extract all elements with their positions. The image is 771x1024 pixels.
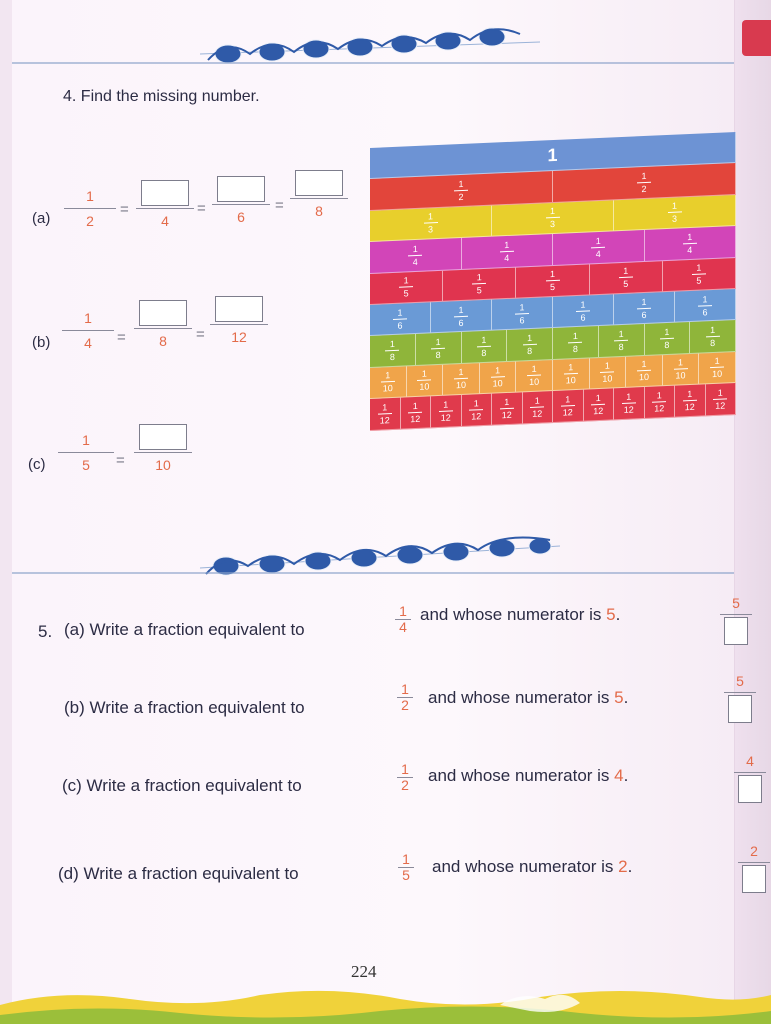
cell-numerator: 1	[385, 370, 391, 381]
answer-box[interactable]	[217, 176, 265, 202]
cell-denominator: 12	[593, 405, 604, 417]
part-b-label: (b)	[32, 334, 51, 351]
q5a-answer: 5	[720, 594, 752, 645]
cell-numerator: 1	[664, 326, 670, 338]
cell-numerator: 1	[397, 307, 403, 318]
fraction-wall-cell	[462, 234, 554, 268]
cell-denominator: 10	[565, 375, 576, 386]
cell-numerator: 1	[572, 330, 578, 342]
cell-numerator: 1	[458, 304, 464, 315]
cell-numerator: 1	[641, 296, 647, 307]
fraction-wall-cell	[516, 360, 553, 392]
q5c-text: (c) Write a fraction equivalent to	[62, 776, 302, 795]
cell-denominator: 8	[527, 345, 533, 357]
fraction-wall	[370, 132, 736, 482]
cell-numerator: 1	[550, 269, 556, 280]
cell-numerator: 1	[687, 388, 693, 399]
cell-numerator: 1	[595, 235, 601, 247]
equals-sign: =	[117, 329, 126, 346]
fraction-b-blank-1: 8	[134, 300, 192, 351]
cell-denominator: 5	[623, 278, 629, 290]
fraction-wall-cell	[401, 396, 432, 428]
cell-denominator: 3	[427, 224, 433, 235]
fraction-wall-cell	[675, 289, 736, 322]
cell-denominator: 8	[618, 341, 624, 353]
whole-cell: 1	[370, 132, 736, 178]
cell-denominator: 10	[638, 372, 649, 383]
fraction-wall-cell	[523, 391, 554, 423]
fraction-wall-cell	[480, 361, 517, 393]
cell-numerator: 1	[476, 272, 482, 283]
footer-decoration	[0, 985, 771, 1024]
cell-numerator: 1	[678, 357, 684, 368]
fraction-wall-cell	[626, 355, 663, 387]
fraction-wall-cell	[590, 357, 627, 389]
cell-denominator: 2	[458, 191, 464, 203]
q5c-tail: and whose numerator is 4.	[428, 766, 629, 785]
cell-numerator: 1	[714, 356, 720, 367]
cell-denominator: 12	[684, 401, 695, 413]
cell-denominator: 4	[504, 252, 510, 263]
cell-denominator: 6	[641, 309, 647, 320]
fraction-a-blank-2: 6	[212, 176, 270, 227]
cell-denominator: 8	[481, 347, 487, 359]
divider-top	[12, 62, 734, 64]
cell-denominator: 8	[435, 349, 441, 361]
cell-numerator: 1	[717, 387, 723, 398]
fraction-wall-cell	[553, 294, 614, 327]
fraction-wall-cell	[492, 392, 523, 424]
q5b-tail: and whose numerator is 5.	[428, 688, 629, 707]
fraction-wall-cell	[416, 332, 462, 364]
cell-denominator: 5	[696, 275, 702, 286]
fraction-wall-cell	[516, 264, 589, 298]
fraction-wall-cell	[690, 320, 736, 352]
fraction-wall-cell	[370, 334, 416, 366]
cell-denominator: 12	[440, 412, 451, 423]
cell-numerator: 1	[473, 398, 479, 409]
answer-box[interactable]	[295, 170, 343, 196]
cell-denominator: 10	[455, 380, 466, 391]
cell-numerator: 1	[641, 359, 647, 370]
cell-numerator: 1	[421, 368, 427, 380]
fraction-b-blank-2: 12	[210, 296, 268, 347]
equals-sign: =	[116, 452, 125, 469]
cell-numerator: 1	[604, 360, 610, 372]
cell-numerator: 1	[618, 328, 624, 340]
q5c-answer: 4	[734, 752, 766, 803]
cell-denominator: 12	[410, 413, 421, 425]
answer-box[interactable]	[742, 865, 766, 893]
cell-numerator: 1	[504, 239, 510, 250]
q5b-answer: 5	[724, 672, 756, 723]
equals-sign: =	[197, 200, 206, 217]
fraction-wall-cell	[431, 300, 492, 333]
cell-numerator: 1	[382, 402, 388, 413]
cell-denominator: 12	[562, 406, 573, 418]
fraction-wall-cell	[370, 302, 431, 335]
cell-denominator: 8	[664, 339, 670, 351]
cell-numerator: 1	[435, 336, 441, 348]
cell-denominator: 10	[419, 381, 430, 393]
q5d-tail: and whose numerator is 2.	[432, 857, 633, 876]
cell-denominator: 4	[595, 248, 601, 260]
answer-box[interactable]	[139, 300, 187, 326]
cell-denominator: 12	[379, 414, 390, 426]
cell-denominator: 10	[529, 377, 540, 388]
page-number: 224	[351, 962, 377, 981]
cell-denominator: 10	[602, 373, 613, 385]
cell-denominator: 6	[397, 320, 403, 331]
cell-numerator: 1	[504, 396, 510, 407]
cell-denominator: 12	[501, 409, 512, 421]
fraction-a-blank-3: 8	[290, 170, 348, 221]
cell-denominator: 8	[710, 337, 716, 349]
cell-numerator: 1	[403, 275, 409, 286]
fraction-wall-cell	[492, 297, 553, 330]
cell-denominator: 5	[403, 288, 409, 299]
cell-denominator: 8	[572, 343, 578, 355]
fraction-wall-cell	[370, 238, 462, 272]
cell-denominator: 12	[715, 400, 726, 411]
q5b-text: (b) Write a fraction equivalent to	[64, 698, 305, 717]
cell-denominator: 10	[492, 378, 503, 390]
cell-numerator: 1	[549, 206, 555, 217]
fraction-wall-cell	[699, 352, 736, 384]
fraction-wall-cell	[553, 390, 584, 422]
fraction-wall-cell	[614, 195, 736, 231]
divider-middle	[12, 572, 734, 574]
q5d-answer: 2	[738, 842, 770, 893]
fraction-a-blank-1: 4	[136, 180, 194, 231]
fraction-wall-cell	[584, 388, 615, 420]
fraction-wall-cell	[492, 200, 614, 236]
fraction-wall-cell	[370, 205, 492, 241]
answer-box[interactable]	[728, 695, 752, 723]
cell-denominator: 3	[549, 219, 555, 230]
cell-numerator: 1	[443, 399, 449, 410]
fraction-wall-cell	[370, 366, 407, 398]
cell-numerator: 1	[595, 392, 601, 403]
cell-denominator: 6	[458, 317, 464, 328]
cell-numerator: 1	[389, 338, 395, 350]
fraction-wall-cell	[614, 387, 645, 419]
fraction-c-given: 1 5	[58, 430, 114, 475]
cell-denominator: 5	[476, 285, 482, 296]
fraction-wall-cell	[431, 395, 462, 427]
fraction-wall-cell	[443, 267, 516, 301]
q5d-text: (d) Write a fraction equivalent to	[58, 864, 299, 883]
fraction-wall-cell	[663, 353, 700, 385]
cell-numerator: 1	[531, 364, 537, 375]
fraction-wall-cell	[645, 386, 676, 418]
fraction-a-given: 1 2	[64, 186, 116, 231]
fraction-wall-cell	[370, 270, 443, 304]
cell-numerator: 1	[495, 365, 501, 376]
q5a-text: (a) Write a fraction equivalent to	[64, 620, 305, 639]
cell-numerator: 1	[565, 394, 571, 405]
fraction-wall-cell	[553, 230, 645, 264]
cell-denominator: 10	[382, 383, 393, 394]
bead-ornament-top	[200, 12, 540, 68]
fraction-wall-cell	[706, 383, 737, 415]
fraction-wall-cell	[590, 261, 663, 295]
cell-numerator: 1	[623, 265, 629, 277]
fraction-wall-cell	[645, 226, 737, 260]
cell-numerator: 1	[427, 211, 433, 222]
cell-denominator: 2	[641, 184, 647, 195]
q5a-tail: and whose numerator is 5.	[420, 605, 621, 624]
fraction-wall-cell	[462, 330, 508, 362]
q5a-fraction: 1 4	[395, 604, 411, 635]
part-a-label: (a)	[32, 210, 51, 227]
cell-denominator: 10	[712, 369, 723, 380]
fraction-wall-cell	[553, 326, 599, 358]
answer-box[interactable]	[141, 180, 189, 206]
cell-denominator: 6	[702, 306, 708, 318]
equals-sign: =	[120, 201, 129, 218]
fraction-wall-cell	[443, 363, 480, 395]
cell-denominator: 4	[687, 244, 693, 256]
cell-denominator: 6	[580, 312, 586, 323]
cell-numerator: 1	[568, 362, 574, 373]
fraction-wall-cell	[407, 365, 444, 397]
answer-box[interactable]	[724, 617, 748, 645]
cell-numerator: 1	[687, 231, 693, 243]
cell-denominator: 12	[623, 404, 634, 415]
cell-numerator: 1	[626, 391, 632, 402]
fraction-wall-cell	[663, 258, 736, 292]
fraction-wall-cell	[675, 384, 706, 416]
cell-numerator: 1	[710, 324, 716, 336]
answer-box[interactable]	[215, 296, 263, 322]
cell-numerator: 1	[656, 390, 662, 401]
fraction-wall-cell	[614, 292, 675, 325]
fraction-wall-cell	[370, 398, 401, 430]
cell-numerator: 1	[412, 243, 418, 254]
cell-denominator: 12	[471, 410, 482, 422]
q5d-fraction: 1 5	[398, 852, 414, 883]
cell-numerator: 1	[458, 367, 464, 378]
cell-numerator: 1	[481, 334, 487, 346]
cell-denominator: 5	[550, 282, 556, 293]
cell-denominator: 4	[412, 256, 418, 267]
cell-denominator: 6	[519, 314, 525, 326]
cell-numerator: 1	[702, 293, 708, 305]
fraction-wall-cell	[507, 328, 553, 360]
cell-numerator: 1	[519, 301, 525, 313]
cell-denominator: 12	[654, 402, 665, 414]
answer-box[interactable]	[738, 775, 762, 803]
fraction-wall-cell	[599, 324, 645, 356]
cell-numerator: 1	[458, 178, 464, 190]
cell-numerator: 1	[412, 400, 418, 411]
fraction-wall-cell	[645, 322, 691, 354]
part-c-label: (c)	[28, 456, 46, 473]
cell-denominator: 3	[671, 214, 677, 225]
fraction-wall-cell	[553, 358, 590, 390]
fraction-b-given: 1 4	[62, 308, 114, 353]
cell-numerator: 1	[696, 262, 702, 273]
fraction-c-blank-1: 10	[134, 424, 192, 475]
cell-numerator: 1	[641, 171, 647, 182]
cell-numerator: 1	[534, 395, 540, 406]
fraction-wall-cell	[462, 394, 493, 426]
equals-sign: =	[275, 197, 284, 214]
q5b-fraction: 1 2	[397, 682, 413, 713]
question-5-number: 5.	[38, 622, 53, 641]
cell-numerator: 1	[580, 299, 586, 310]
answer-box[interactable]	[139, 424, 187, 450]
cell-numerator: 1	[671, 201, 677, 212]
cell-denominator: 8	[389, 351, 395, 363]
question-4-title: 4. Find the missing number.	[63, 88, 260, 105]
equals-sign: =	[196, 326, 205, 343]
q5c-fraction: 1 2	[397, 762, 413, 793]
page-tab	[742, 20, 771, 56]
cell-denominator: 12	[532, 408, 543, 419]
cell-denominator: 10	[675, 370, 686, 382]
cell-numerator: 1	[527, 332, 533, 344]
